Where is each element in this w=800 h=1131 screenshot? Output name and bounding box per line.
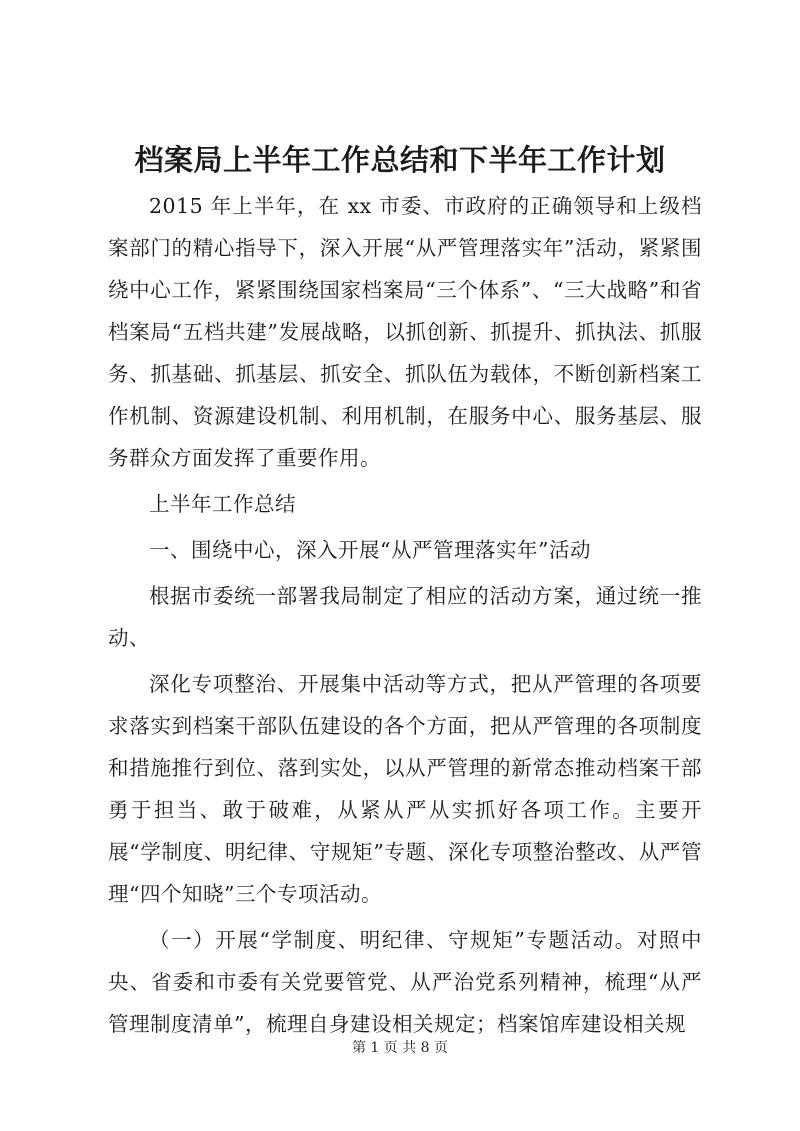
section-heading-one: 一、围绕中心，深入开展“从严管理落实年”活动 bbox=[149, 538, 591, 562]
paragraph-activity-one: （一）开展“学制度、明纪律、守规矩”专题活动。对照中央、省委和市委有关党要管党、从严治党系列精神，梳理“从严管理制度清单”，梳理自身建设相关规定；档案馆库建设相关规 bbox=[108, 928, 702, 1036]
paragraph-deepen: 深化专项整治、开展集中活动等方式，把从严管理的各项要求落实到档案干部队伍建设的各个方面，把从严管理的各项制度和措施推行到位、落到实处，以从严管理的新常态推动档案干部勇于担当、敢于破难，从紧从严从实抓好各项工作。主要开展“学制度、明纪律、守规矩”专题、深化专项整治整改、从严管理“四个知晓”三个专项活动。 bbox=[108, 672, 702, 906]
section-heading-summary: 上半年工作总结 bbox=[149, 492, 296, 516]
paragraph-intro: 2015 年上半年，在 xx 市委、市政府的正确领导和上级档案部门的精心指导下，深入开展“从严管理落实年”活动，紧紧围绕中心工作，紧紧围绕国家档案局“三个体系”、“三大战略”和省档案局“五档共建”发展战略，以抓创新、抓提升、抓执法、抓服务、抓基础、抓基层、抓安全、抓队伍为载体，不断创新档案工作机制、资源建设机制、利用机制，在服务中心、服务基层、服务群众方面发挥了重要作用。 bbox=[108, 194, 702, 470]
page-footer: 第 1 页 共 8 页 bbox=[351, 1040, 449, 1056]
paragraph-deployment: 根据市委统一部署我局制定了相应的活动方案，通过统一推动、 bbox=[108, 584, 702, 650]
document-title: 档案局上半年工作总结和下半年工作计划 bbox=[134, 143, 666, 177]
document-body bbox=[108, 185, 702, 1049]
